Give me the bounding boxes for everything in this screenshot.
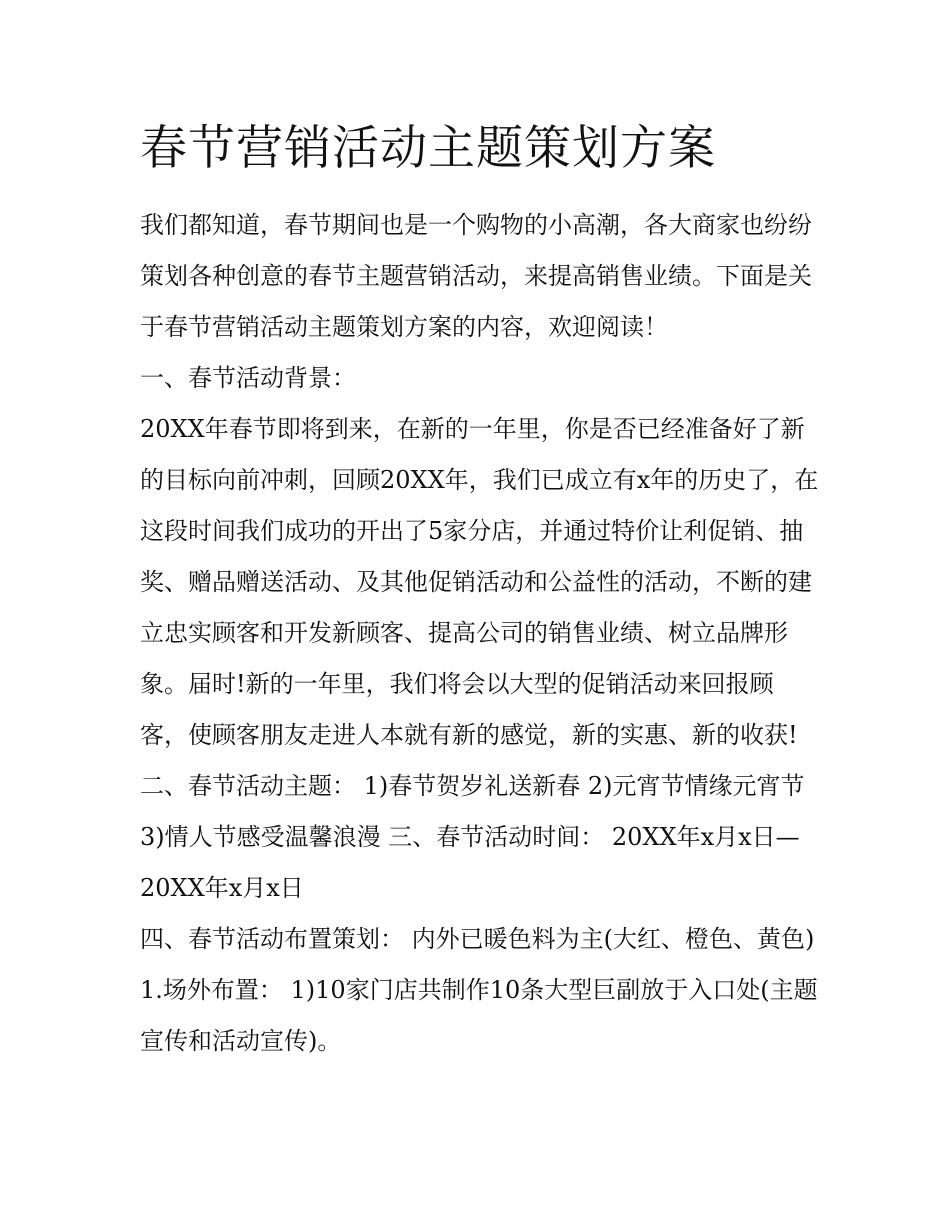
layout-plan-paragraph: 四、春节活动布置策划： 内外已暖色料为主(大红、橙色、黄色) 1.场外布置： 1)10家门店共制作10条大型巨副放于入口处(主题宣传和活动宣传)。 xyxy=(140,925,818,1055)
document-page xyxy=(140,118,820,1067)
background-paragraph: 20XX年春节即将到来，在新的一年里，你是否已经准备好了新的目标向前冲刺，回顾20XX年，我们已成立有x年的历史了，在这段时间我们成功的开出了5家分店，并通过特价让利促销、抽奖、赠品赠送活动、及其他促销活动和公益性的活动，不断的建立忠实顾客和开发新顾客、提高公司的销售业绩、树立品牌形象。届时!新的一年里，我们将会以大型的促销活动来回报顾客，使顾客朋友走进人本就有新的感觉，新的实惠、新的收获! xyxy=(140,415,819,749)
theme-and-time-paragraph: 二、春节活动主题： 1)春节贺岁礼送新春 2)元宵节情缘元宵节 3)情人节感受温馨浪漫 三、春节活动时间： 20XX年x月x日—20XX年x月x日 xyxy=(140,772,805,902)
document-title: 春节营销活动主题策划方案 xyxy=(140,121,716,176)
section-heading-background: 一、春节活动背景： xyxy=(140,364,356,392)
document-body xyxy=(140,200,820,1067)
intro-paragraph: 我们都知道，春节期间也是一个购物的小高潮，各大商家也纷纷策划各种创意的春节主题营销活动，来提高销售业绩。下面是关于春节营销活动主题策划方案的内容，欢迎阅读！ xyxy=(140,211,812,341)
